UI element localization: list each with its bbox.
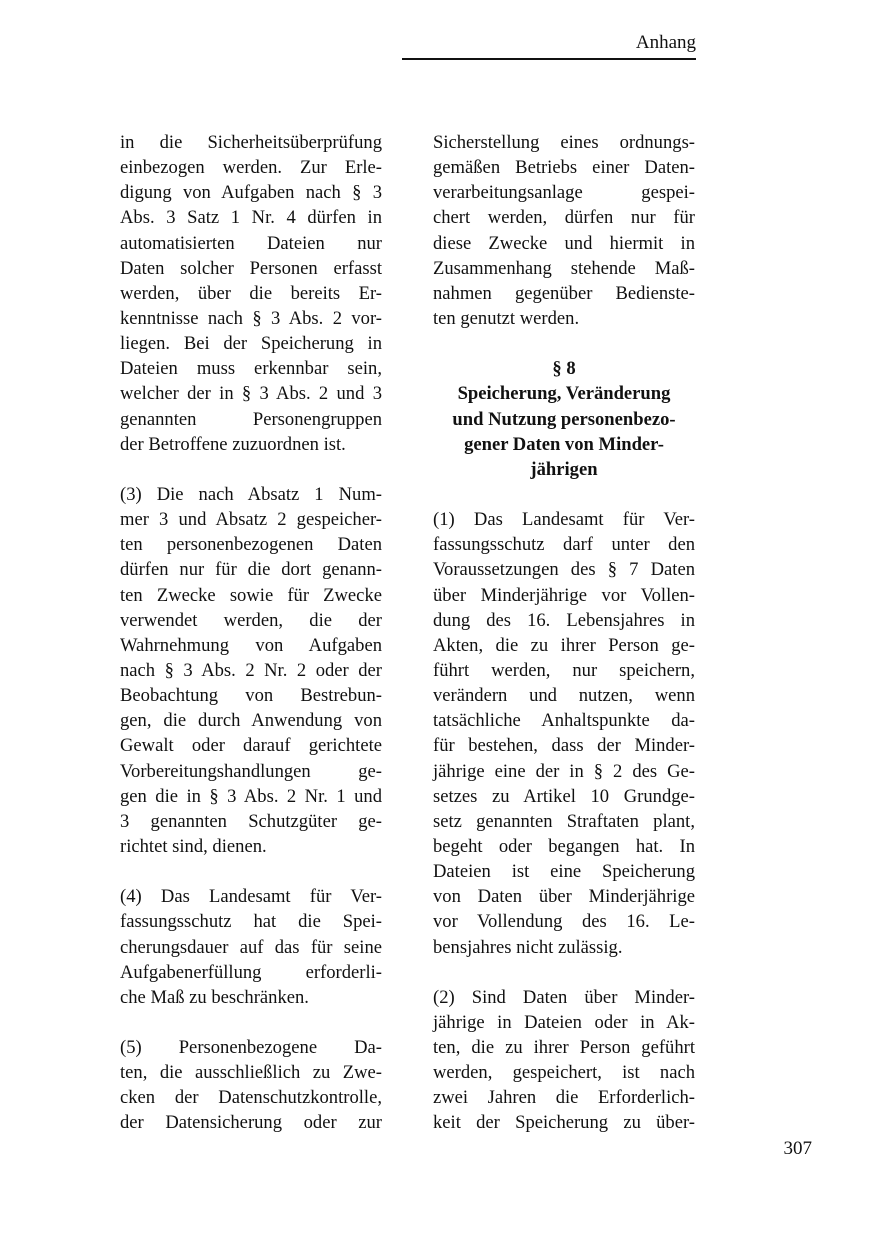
text-line: Abs. 3 Satz 1 Nr. 4 dürfen in (120, 207, 382, 229)
text-line: liegen. Bei der Speicherung in (120, 333, 382, 355)
running-header (402, 31, 696, 60)
text-line: setzes zu Artikel 10 Grundge- (433, 785, 695, 807)
text-line: ten genutzt werden. (433, 307, 580, 329)
text-line: Beobachtung von Bestrebun- (120, 685, 382, 707)
text-line: tatsächliche Anhaltspunkte da- (433, 710, 695, 732)
text-line: für bestehen, dass der Minder- (433, 735, 695, 757)
text-line: über Minderjährige vor Vollen- (433, 584, 695, 606)
paragraph-gap (433, 482, 695, 507)
text-line: 3 genannten Schutzgüter ge- (120, 810, 382, 832)
text-line: nach § 3 Abs. 2 Nr. 2 oder der (120, 659, 382, 681)
text-line: (3) Die nach Absatz 1 Num- (120, 483, 382, 505)
text-column-left (120, 130, 382, 1136)
paragraph-gap (120, 457, 382, 482)
text-line: Sicherstellung eines ordnungs- (433, 132, 695, 153)
text-line: Dateien ist eine Speicherung (433, 861, 695, 883)
text-line: Dateien muss erkennbar sein, (120, 358, 382, 380)
section-heading-line: und Nutzung personenbezo- (452, 408, 676, 430)
section-heading-line: Speicherung, Veränderung (457, 383, 671, 405)
text-line: Zusammenhang stehende Maß- (433, 257, 695, 279)
text-line: Vorbereitungshandlungen ge- (120, 760, 382, 782)
text-line: Gewalt oder darauf gerichtete (120, 735, 382, 757)
text-line: verwendet werden, die der (120, 609, 382, 631)
text-line: fassungsschutz darf unter den (433, 534, 695, 556)
text-line: cherungsdauer auf das für seine (120, 936, 382, 958)
text-line: der Betroffene zuzuordnen ist. (120, 433, 346, 455)
text-line: mer 3 und Absatz 2 gespeicher- (120, 509, 382, 531)
running-header-title: Anhang (635, 32, 696, 53)
text-line: (1) Das Landesamt für Ver- (433, 509, 695, 531)
text-line: kenntnisse nach § 3 Abs. 2 vor- (120, 307, 382, 329)
page-number: 307 (783, 1138, 812, 1159)
text-line: führt werden, nur speichern, (433, 659, 695, 681)
section-heading-line: jährigen (530, 458, 598, 480)
text-line: Daten solcher Personen erfasst (120, 257, 382, 279)
text-line: werden, über die bereits Er- (120, 282, 382, 304)
section-heading-line: gener Daten von Minder- (464, 433, 664, 455)
text-line: jährige eine der in § 2 des Ge- (433, 760, 695, 782)
text-line: setz genannten Straftaten plant, (433, 810, 695, 832)
text-line: Wahrnehmung von Aufgaben (120, 634, 382, 656)
text-line: ten, die zu ihrer Person geführt (433, 1037, 695, 1059)
text-line: ten, die ausschließlich zu Zwe- (120, 1062, 382, 1084)
text-line: dürfen nur für die dort genann- (120, 559, 382, 581)
paragraph-gap (120, 859, 382, 884)
text-line: gen die in § 3 Abs. 2 Nr. 1 und (120, 785, 382, 807)
text-column-right (433, 130, 695, 1136)
text-line: der Datensicherung oder zur (120, 1112, 382, 1134)
text-line: verändern und nutzen, wenn (433, 685, 695, 707)
text-line: keit der Speicherung zu über- (433, 1112, 695, 1134)
text-line: digung von Aufgaben nach § 3 (120, 182, 382, 204)
section-heading-line: § 8 (552, 358, 576, 380)
text-line: diese Zwecke und hiermit in (433, 232, 695, 254)
text-line: Akten, die zu ihrer Person ge- (433, 634, 695, 656)
text-line: werden, gespeichert, ist nach (433, 1062, 695, 1084)
text-line: zwei Jahren die Erforderlich- (433, 1087, 695, 1109)
text-line: einbezogen werden. Zur Erle- (120, 157, 382, 179)
text-line: gemäßen Betriebs einer Daten- (433, 157, 695, 179)
paragraph-gap (120, 1010, 382, 1035)
text-line: in die Sicherheitsüberprüfung (120, 132, 382, 153)
paragraph-gap (433, 331, 695, 356)
text-line: (4) Das Landesamt für Ver- (120, 886, 382, 908)
text-line: dung des 16. Lebensjahres in (433, 609, 695, 631)
text-line: nahmen gegenüber Bedienste- (433, 282, 695, 304)
text-line: (5) Personenbezogene Da- (120, 1037, 382, 1059)
text-line: fassungsschutz hat die Spei- (120, 911, 382, 933)
text-line: ten Zwecke sowie für Zwecke (120, 584, 382, 606)
text-line: welcher der in § 3 Abs. 2 und 3 (120, 383, 382, 405)
text-line: ten personenbezogenen Daten (120, 534, 382, 556)
text-line: jährige in Dateien oder in Ak- (433, 1011, 695, 1033)
text-line: richtet sind, dienen. (120, 835, 267, 857)
text-line: gen, die durch Anwendung von (120, 710, 382, 732)
text-line: begeht oder begangen hat. In (433, 835, 695, 857)
paragraph-gap (433, 960, 695, 985)
text-line: vor Vollendung des 16. Le- (433, 911, 695, 933)
text-line: automatisierten Dateien nur (120, 232, 382, 254)
text-line: verarbeitungsanlage gespei- (433, 182, 695, 204)
text-line: Aufgabenerfüllung erforderli- (120, 961, 382, 983)
text-line: Voraussetzungen des § 7 Daten (433, 559, 695, 581)
text-line: (2) Sind Daten über Minder- (433, 986, 695, 1008)
text-line: genannten Personengruppen (120, 408, 382, 430)
text-line: von Daten über Minderjährige (433, 886, 695, 908)
text-line: che Maß zu beschränken. (120, 986, 309, 1008)
text-line: cken der Datenschutzkontrolle, (120, 1087, 382, 1109)
text-line: bensjahres nicht zulässig. (433, 936, 623, 958)
text-line: chert werden, dürfen nur für (433, 207, 695, 229)
